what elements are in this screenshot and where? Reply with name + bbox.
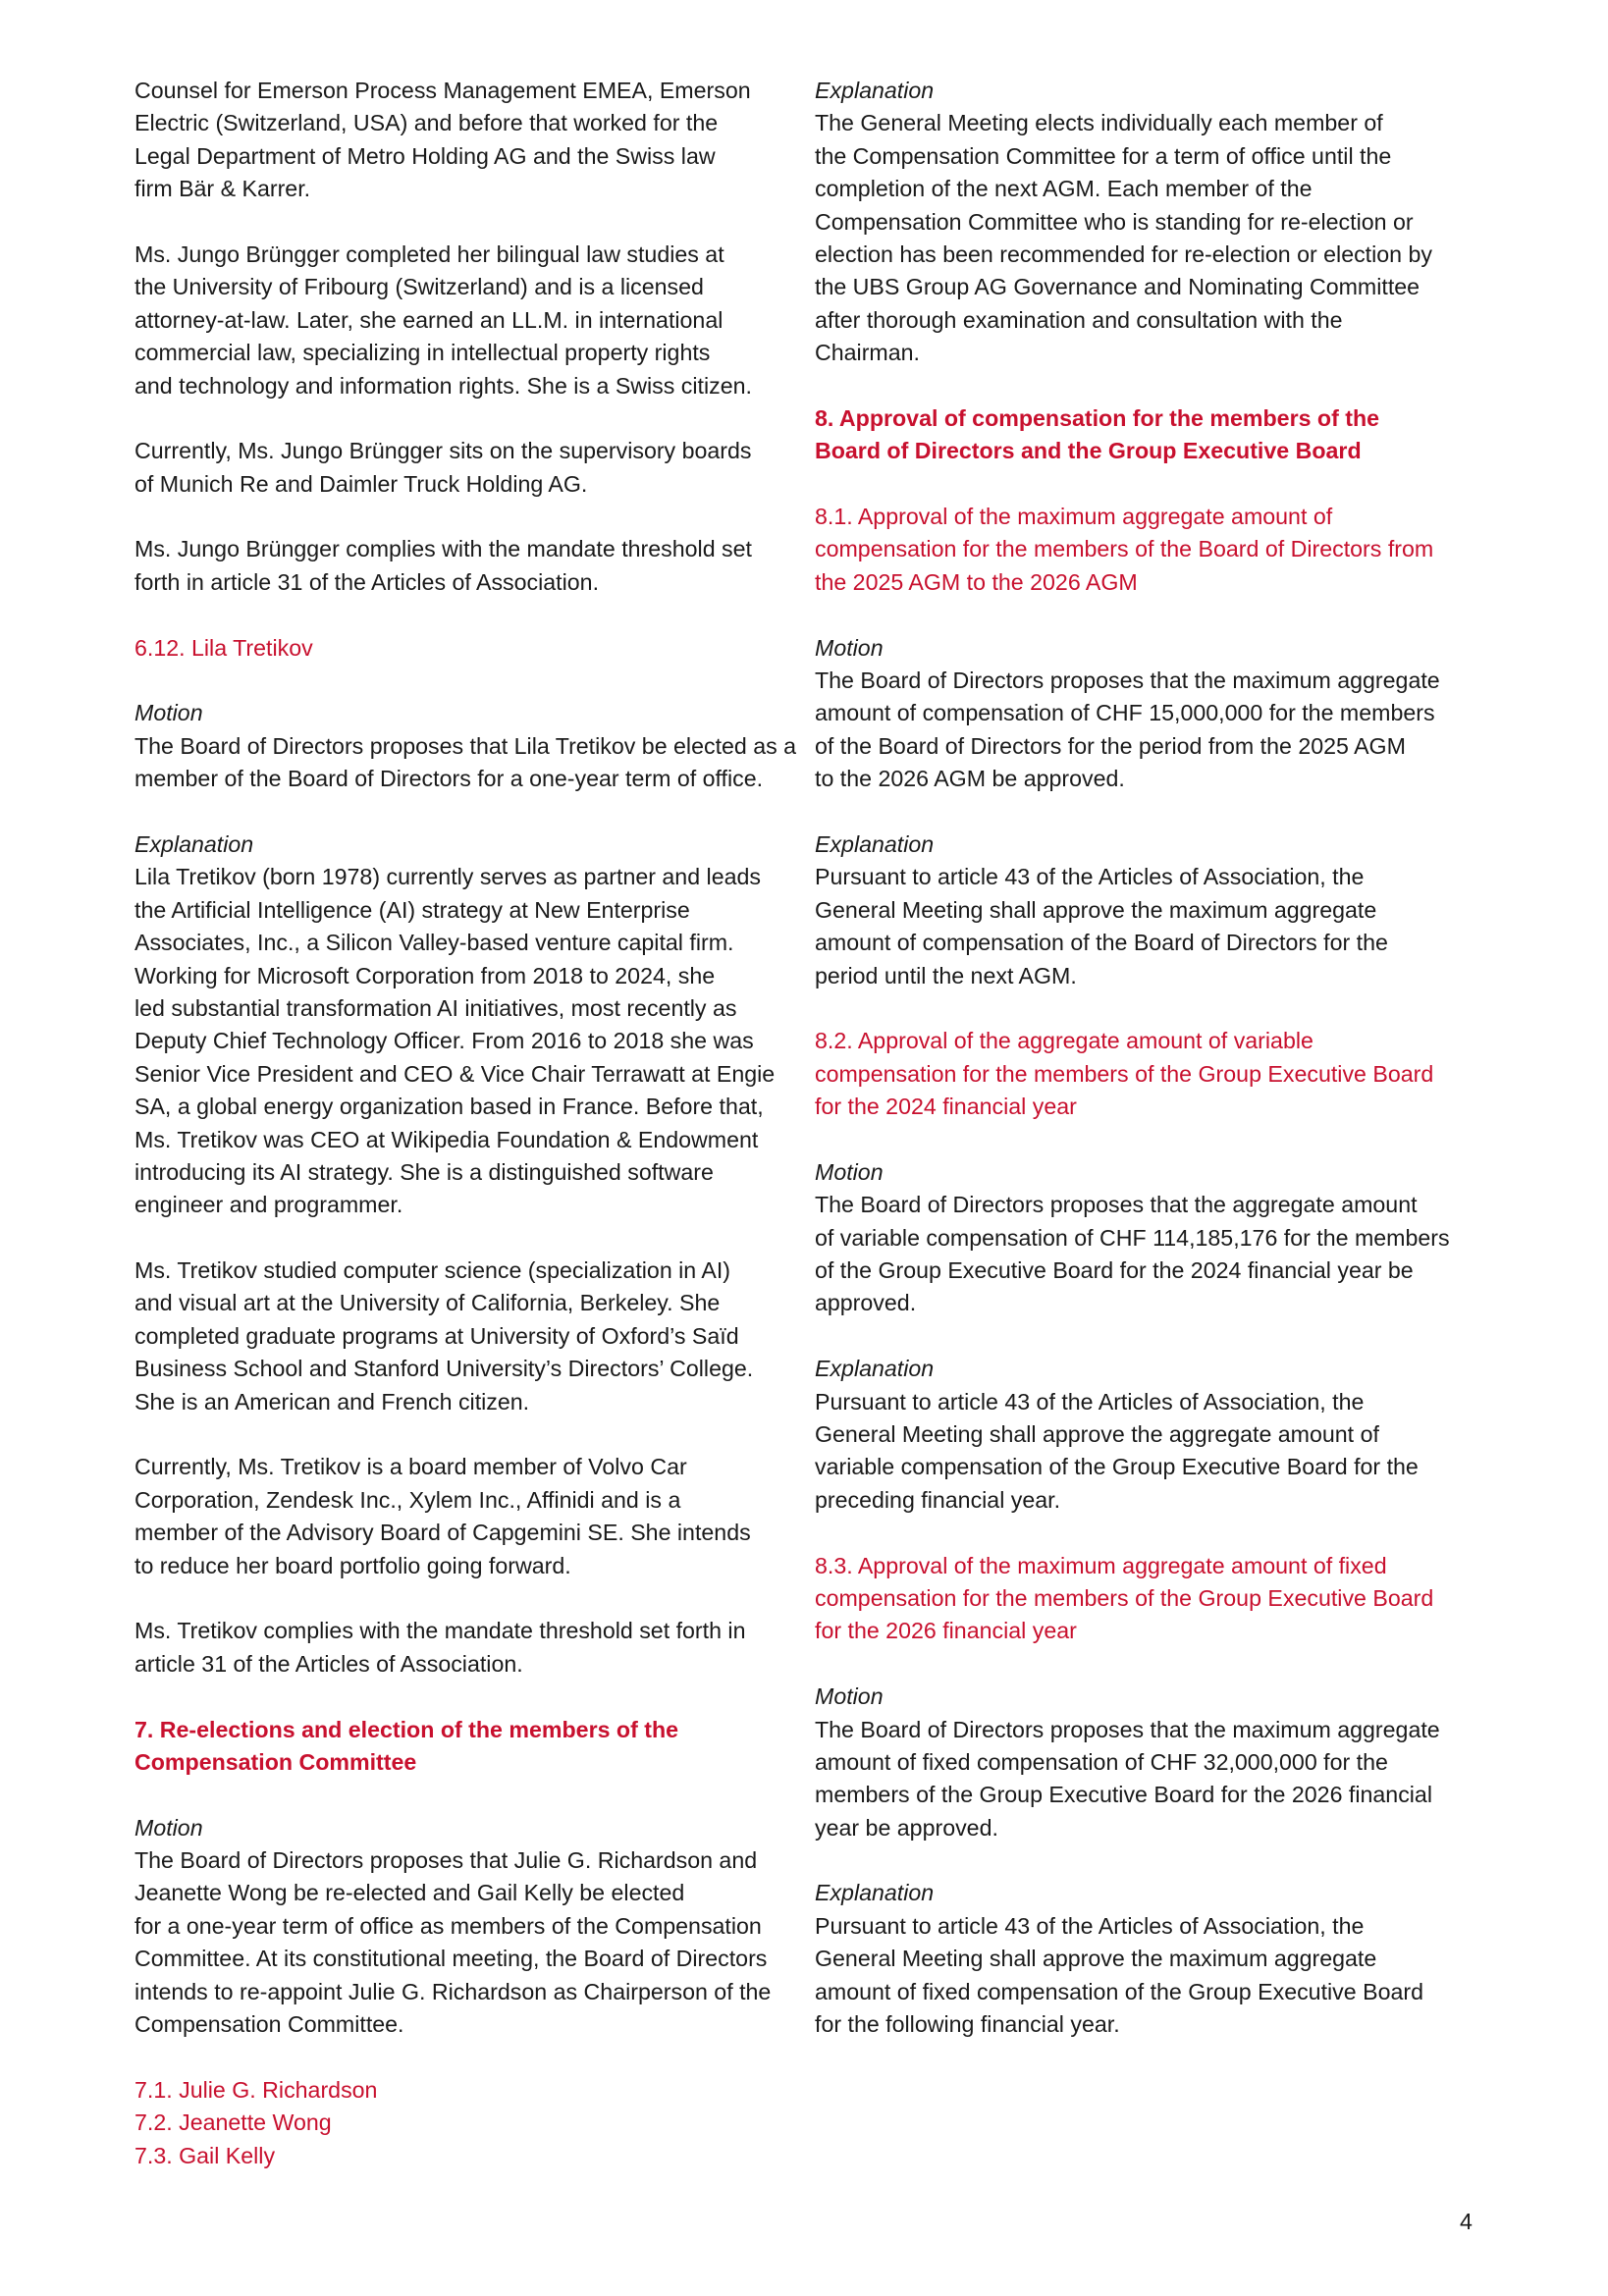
paragraph-motion-6-12 xyxy=(134,730,802,796)
text-line: Ms. Tretikov complies with the mandate threshold set forth in xyxy=(134,1618,746,1644)
label-motion: Motion xyxy=(815,1683,884,1710)
text-line: The General Meeting elects individually each member of xyxy=(815,110,1383,136)
text-line: of Munich Re and Daimler Truck Holding AG. xyxy=(134,470,588,497)
text-line: Lila Tretikov (born 1978) currently serves as partner and leads xyxy=(134,864,761,890)
text-line: General Meeting shall approve the maximum aggregate xyxy=(815,1946,1377,1972)
heading-line: the 2025 AGM to the 2026 AGM xyxy=(815,568,1138,595)
paragraph-jungo-studies xyxy=(134,239,802,402)
paragraph-jungo-threshold xyxy=(134,533,802,599)
text-line: to reduce her board portfolio going forward. xyxy=(134,1552,571,1578)
paragraph-counsel xyxy=(134,75,802,206)
paragraph-motion-8-1 xyxy=(815,665,1482,796)
text-line: Compensation Committee who is standing for re-election or xyxy=(815,208,1414,235)
text-line: commercial law, specializing in intellectual property rights xyxy=(134,340,711,366)
text-line: The Board of Directors proposes that the maximum aggregate xyxy=(815,1716,1440,1742)
sub-items-7 xyxy=(134,2074,802,2172)
text-line: members of the Group Executive Board for the 2026 financial xyxy=(815,1782,1432,1808)
text-line: the Artificial Intelligence (AI) strategy at New Enterprise xyxy=(134,896,690,923)
text-line: Working for Microsoft Corporation from 2018 to 2024, she xyxy=(134,962,716,988)
paragraph-explanation-8-2 xyxy=(815,1386,1482,1518)
text-line: Legal Department of Metro Holding AG and the Swiss law xyxy=(134,142,716,169)
text-line: after thorough examination and consultation with the xyxy=(815,306,1343,333)
text-line: member of the Advisory Board of Capgemini SE. She intends xyxy=(134,1520,751,1546)
text-line: year be approved. xyxy=(815,1814,998,1841)
heading-line: 8.3. Approval of the maximum aggregate amount of fixed xyxy=(815,1552,1387,1578)
heading-line: 7. Re-elections and election of the members of the xyxy=(134,1716,679,1742)
paragraph-motion-8-3 xyxy=(815,1714,1482,1845)
text-line: introducing its AI strategy. She is a distinguished software xyxy=(134,1158,714,1185)
heading-8-3 xyxy=(815,1550,1482,1648)
label-motion: Motion xyxy=(134,1814,203,1841)
label-explanation: Explanation xyxy=(134,830,254,857)
sub-item-7-3: 7.3. Gail Kelly xyxy=(134,2142,276,2168)
text-line: completed graduate programs at University of Oxford’s Saïd xyxy=(134,1322,739,1349)
paragraph-tretikov-studies xyxy=(134,1255,802,1418)
paragraph-motion-7 xyxy=(134,1844,802,2041)
text-line: firm Bär & Karrer. xyxy=(134,176,311,202)
heading-8-2 xyxy=(815,1025,1482,1123)
text-line: for the following financial year. xyxy=(815,2011,1120,2038)
text-line: The Board of Directors proposes that Julie G. Richardson and xyxy=(134,1847,758,1874)
text-line: led substantial transformation AI initiatives, most recently as xyxy=(134,994,737,1021)
paragraph-motion-8-2 xyxy=(815,1189,1482,1320)
paragraph-tretikov-boards xyxy=(134,1451,802,1582)
heading-line: for the 2024 financial year xyxy=(815,1094,1077,1120)
text-line: for a one-year term of office as members of the Compensation xyxy=(134,1912,762,1939)
sub-item-7-1: 7.1. Julie G. Richardson xyxy=(134,2076,378,2103)
heading-line: compensation for the members of the Group Executive Board xyxy=(815,1584,1434,1611)
text-line: Corporation, Zendesk Inc., Xylem Inc., Affinidi and is a xyxy=(134,1486,681,1513)
text-line: and visual art at the University of California, Berkeley. She xyxy=(134,1290,721,1316)
text-line: the Compensation Committee for a term of office until the xyxy=(815,142,1392,169)
page-number: 4 xyxy=(1460,2209,1473,2234)
text-line: approved. xyxy=(815,1290,917,1316)
text-line: Committee. At its constitutional meeting, the Board of Directors xyxy=(134,1946,768,1972)
text-line: She is an American and French citizen. xyxy=(134,1388,530,1415)
text-line: Pursuant to article 43 of the Articles of Association, the xyxy=(815,1912,1365,1939)
text-line: amount of compensation of CHF 15,000,000 for the members xyxy=(815,700,1435,726)
label-explanation: Explanation xyxy=(815,830,935,857)
text-line: article 31 of the Articles of Association. xyxy=(134,1650,523,1677)
text-line: amount of fixed compensation of the Group Executive Board xyxy=(815,1978,1423,2004)
heading-line: 8.2. Approval of the aggregate amount of variable xyxy=(815,1028,1313,1054)
paragraph-jungo-boards xyxy=(134,435,802,501)
text-line: Counsel for Emerson Process Management EMEA, Emerson xyxy=(134,78,751,103)
heading-line: compensation for the members of the Group Executive Board xyxy=(815,1060,1434,1087)
sub-item-7-2: 7.2. Jeanette Wong xyxy=(134,2109,332,2136)
paragraph-explanation-8-3 xyxy=(815,1910,1482,2042)
text-line: Business School and Stanford University’s Directors’ College. xyxy=(134,1356,754,1382)
text-line: Deputy Chief Technology Officer. From 2016 to 2018 she was xyxy=(134,1028,754,1054)
text-line: to the 2026 AGM be approved. xyxy=(815,766,1125,792)
text-line: amount of fixed compensation of CHF 32,000,000 for the xyxy=(815,1748,1388,1775)
heading-line: 8. Approval of compensation for the members of the xyxy=(815,404,1380,431)
text-line: period until the next AGM. xyxy=(815,962,1077,988)
heading-line: compensation for the members of the Board of Directors from xyxy=(815,536,1434,562)
paragraph-explanation-7 xyxy=(815,107,1482,369)
text-line: variable compensation of the Group Executive Board for the xyxy=(815,1454,1419,1480)
paragraph-explanation-6-12 xyxy=(134,861,802,1221)
heading-8 xyxy=(815,402,1482,468)
text-line: preceding financial year. xyxy=(815,1486,1061,1513)
text-line: Jeanette Wong be re-elected and Gail Kelly be elected xyxy=(134,1880,685,1906)
text-line: The Board of Directors proposes that the aggregate amount xyxy=(815,1192,1418,1218)
text-line: of variable compensation of CHF 114,185,176 for the members xyxy=(815,1224,1450,1251)
label-motion: Motion xyxy=(815,634,884,661)
heading-line: Board of Directors and the Group Executive Board xyxy=(815,438,1362,464)
text-line: attorney-at-law. Later, she earned an LL.M. in international xyxy=(134,306,724,333)
text-line: Electric (Switzerland, USA) and before that worked for the xyxy=(134,110,719,136)
label-explanation: Explanation xyxy=(815,1880,935,1906)
paragraph-explanation-8-1 xyxy=(815,861,1482,992)
text-line: SA, a global energy organization based in France. Before that, xyxy=(134,1094,764,1120)
text-line: The Board of Directors proposes that Lila Tretikov be elected as a xyxy=(134,732,797,759)
text-line: Compensation Committee. xyxy=(134,2011,404,2038)
text-line: the University of Fribourg (Switzerland) and is a licensed xyxy=(134,274,704,300)
text-line: General Meeting shall approve the aggregate amount of xyxy=(815,1421,1379,1448)
text-line: Pursuant to article 43 of the Articles of Association, the xyxy=(815,1388,1365,1415)
text-line: forth in article 31 of the Articles of Association. xyxy=(134,568,600,595)
heading-line: 8.1. Approval of the maximum aggregate amount of xyxy=(815,504,1333,530)
text-line: Ms. Tretikov studied computer science (specialization in AI) xyxy=(134,1257,730,1284)
label-motion: Motion xyxy=(134,700,203,726)
text-line: Senior Vice President and CEO & Vice Chair Terrawatt at Engie xyxy=(134,1060,776,1087)
text-line: Ms. Jungo Brüngger complies with the mandate threshold set xyxy=(134,536,752,562)
label-motion: Motion xyxy=(815,1158,884,1185)
text-line: Currently, Ms. Jungo Brüngger sits on the supervisory boards xyxy=(134,438,752,464)
text-line: Chairman. xyxy=(815,340,920,366)
text-line: Associates, Inc., a Silicon Valley-based venture capital firm. xyxy=(134,930,734,956)
text-line: member of the Board of Directors for a one-year term of office. xyxy=(134,766,764,792)
text-line: engineer and programmer. xyxy=(134,1192,403,1218)
text-line: Currently, Ms. Tretikov is a board member of Volvo Car xyxy=(134,1454,687,1480)
text-line: amount of compensation of the Board of Directors for the xyxy=(815,930,1388,956)
text-line: Ms. Jungo Brüngger completed her bilingual law studies at xyxy=(134,240,724,267)
left-column xyxy=(134,75,802,2172)
text-line: The Board of Directors proposes that the maximum aggregate xyxy=(815,667,1440,694)
text-line: intends to re-appoint Julie G. Richardson as Chairperson of the xyxy=(134,1978,772,2004)
text-line: of the Board of Directors for the period from the 2025 AGM xyxy=(815,732,1406,759)
right-column xyxy=(815,75,1482,2041)
label-explanation: Explanation xyxy=(815,1356,935,1382)
text-line: of the Group Executive Board for the 2024 financial year be xyxy=(815,1257,1414,1284)
text-line: General Meeting shall approve the maximum aggregate xyxy=(815,896,1377,923)
heading-line: for the 2026 financial year xyxy=(815,1618,1077,1644)
text-line: election has been recommended for re-election or election by xyxy=(815,240,1432,267)
paragraph-tretikov-threshold xyxy=(134,1615,802,1681)
text-line: Pursuant to article 43 of the Articles of Association, the xyxy=(815,864,1365,890)
text-line: completion of the next AGM. Each member of the xyxy=(815,176,1313,202)
heading-line: Compensation Committee xyxy=(134,1748,417,1775)
heading-8-1 xyxy=(815,501,1482,599)
text-line: Ms. Tretikov was CEO at Wikipedia Foundation & Endowment xyxy=(134,1126,759,1152)
label-explanation: Explanation xyxy=(815,78,935,103)
text-line: and technology and information rights. She is a Swiss citizen. xyxy=(134,372,752,399)
text-line: the UBS Group AG Governance and Nominating Committee xyxy=(815,274,1420,300)
heading-7 xyxy=(134,1714,802,1780)
heading-6-12: 6.12. Lila Tretikov xyxy=(134,634,313,661)
